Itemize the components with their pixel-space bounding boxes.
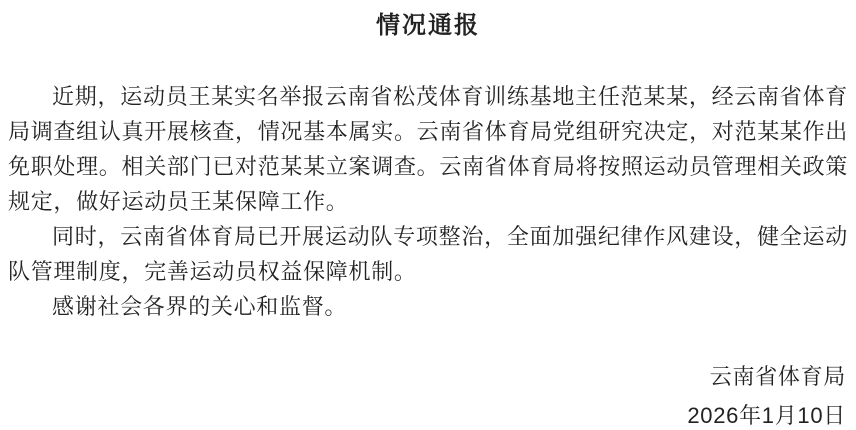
paragraph-rectification: 同时，云南省体育局已开展运动队专项整治，全面加强纪律作风建设，健全运动队管理制度，完善运动员权益保障机制。 [8,224,848,284]
signature-block [8,357,848,430]
issue-date: 2026年1月10日 [687,403,846,428]
paragraph-investigation: 近期，运动员王某实名举报云南省松茂体育训练基地主任范某某，经云南省体育局调查组认真开展核查，情况基本属实。云南省体育局党组研究决定，对范某某作出免职处理。相关部门已对范某某立案调查。云南省体育局将按照运动员管理相关政策规定，做好运动员王某保障工作。 [8,84,848,214]
document-title: 情况通报 [376,12,480,39]
issuer-name: 云南省体育局 [709,364,846,389]
paragraph-thanks: 感谢社会各界的关心和监督。 [52,294,348,319]
document-body [8,79,848,430]
